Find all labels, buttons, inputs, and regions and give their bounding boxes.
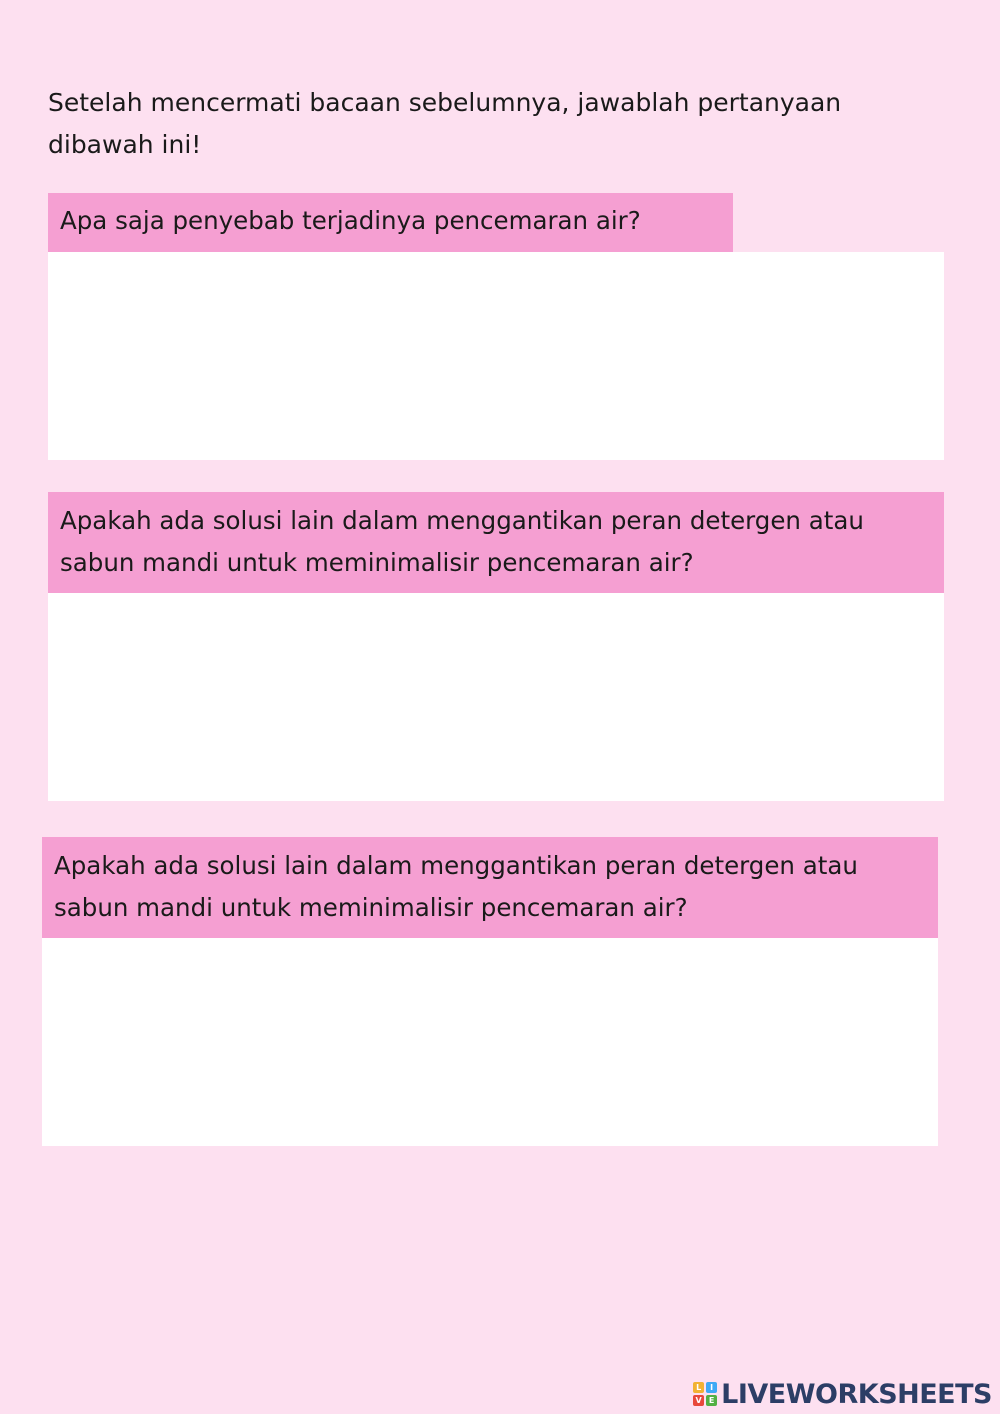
logo-tile-v: V xyxy=(693,1395,704,1406)
logo-tile-e: E xyxy=(706,1395,717,1406)
answer-2-field[interactable] xyxy=(48,593,944,801)
brand-name: LIVEWORKSHEETS xyxy=(721,1378,992,1410)
answer-3-field[interactable] xyxy=(42,938,938,1146)
question-3-label: Apakah ada solusi lain dalam menggantikan peran detergen atau sabun mandi untuk meminimalisir pencemaran air? xyxy=(42,837,938,938)
question-1-label: Apa saja penyebab terjadinya pencemaran air? xyxy=(48,193,733,252)
question-2-label: Apakah ada solusi lain dalam menggantikan peran detergen atau sabun mandi untuk meminimalisir pencemaran air? xyxy=(48,492,944,593)
logo-tile-l: L xyxy=(693,1382,704,1393)
liveworksheets-logo-icon xyxy=(693,1382,717,1406)
liveworksheets-brand xyxy=(693,1377,992,1411)
logo-tile-i: I xyxy=(706,1382,717,1393)
instruction-text: Setelah mencermati bacaan sebelumnya, jawablah pertanyaan dibawah ini! xyxy=(48,88,842,159)
answer-1-field[interactable] xyxy=(48,252,944,460)
